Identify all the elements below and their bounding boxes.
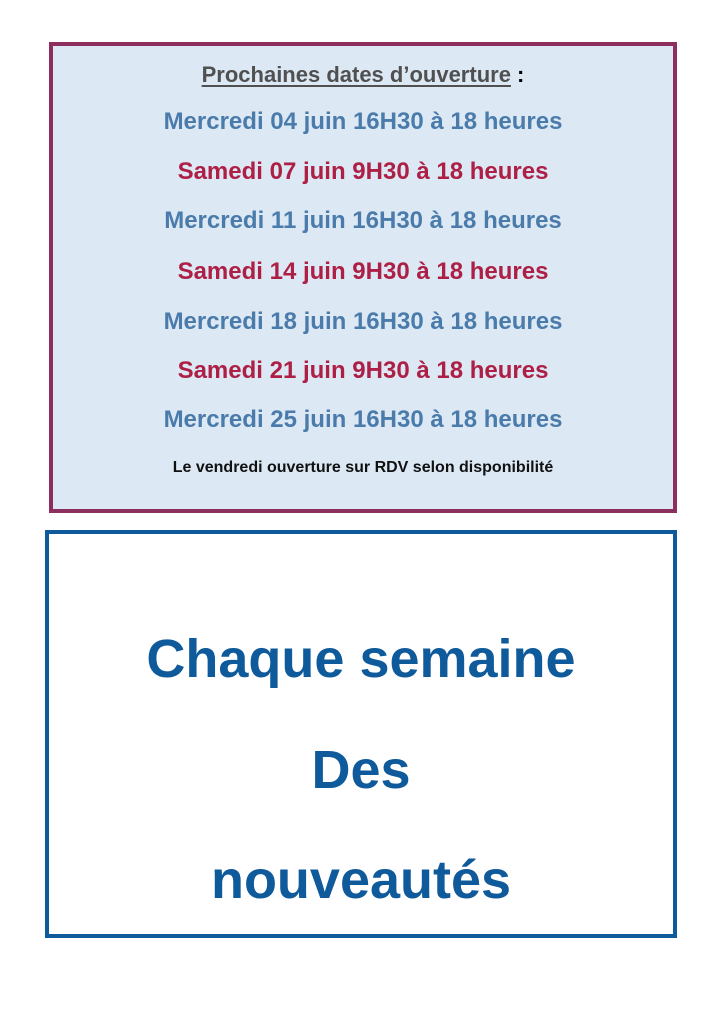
promo-line-new-items: nouveautés	[210, 850, 512, 910]
friday-appointment-note: Le vendredi ouverture sur RDV selon disponibilité	[172, 459, 554, 476]
opening-date-saturday-07: Samedi 07 juin 9H30 à 18 heures	[177, 158, 549, 185]
opening-date-saturday-14: Samedi 14 juin 9H30 à 18 heures	[177, 258, 549, 285]
opening-date-saturday-21: Samedi 21 juin 9H30 à 18 heures	[177, 357, 549, 384]
schedule-heading	[53, 62, 673, 88]
promo-line-weekly: Chaque semaine	[146, 629, 576, 689]
schedule-box	[49, 42, 677, 513]
schedule-heading-text: Prochaines dates d’ouverture	[201, 62, 511, 87]
opening-date-wednesday-25: Mercredi 25 juin 16H30 à 18 heures	[163, 406, 563, 433]
schedule-heading-colon: :	[510, 62, 525, 87]
promo-line-des: Des	[311, 740, 411, 800]
promo-box	[45, 530, 677, 938]
opening-date-wednesday-18: Mercredi 18 juin 16H30 à 18 heures	[163, 308, 563, 335]
opening-date-wednesday-11: Mercredi 11 juin 16H30 à 18 heures	[164, 207, 562, 234]
opening-date-wednesday-04: Mercredi 04 juin 16H30 à 18 heures	[163, 108, 563, 135]
